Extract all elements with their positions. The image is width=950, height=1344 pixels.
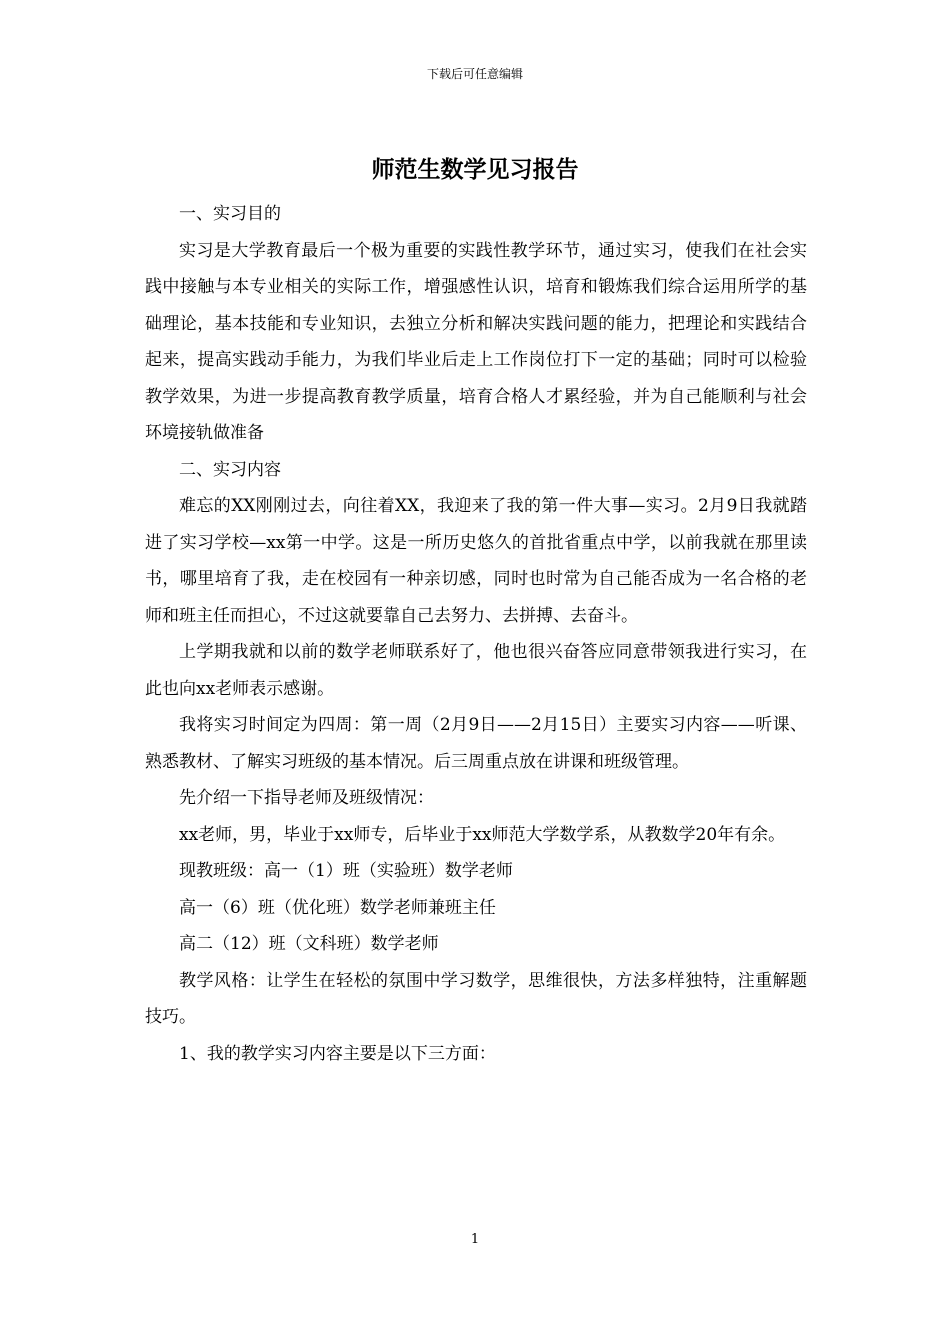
paragraph-class-12: 高二（12）班（文科班）数学老师 [179, 934, 439, 954]
section-heading-purpose: 一、实习目的 [179, 204, 281, 224]
paragraph-intro: 先介绍一下指导老师及班级情况： [179, 788, 434, 808]
paragraph-schedule: 我将实习时间定为四周：第一周（2月9日——2月15日）主要实习内容——听课、熟悉教材、了解实习班级的基本情况。后三周重点放在讲课和班级管理。 [145, 715, 807, 772]
section-heading-content: 二、实习内容 [179, 459, 281, 480]
paragraph-contact-teacher: 上学期我就和以前的数学老师联系好了，他也很兴奋答应同意带领我进行实习，在此也向xx老师表示感谢。 [145, 642, 807, 699]
paragraph-class-6: 高一（6）班（优化班）数学老师兼班主任 [179, 897, 496, 918]
paragraph-list-item-1: 1、我的教学实习内容主要是以下三方面： [179, 1043, 496, 1064]
paragraph-purpose: 实习是大学教育最后一个极为重要的实践性教学环节，通过实习，使我们在社会实践中接触与本专业相关的实际工作，增强感性认识，培育和锻炼我们综合运用所学的基础理论，基本技能和专业知识，去独立分析和解决实践问题的能力，把理论和实践结合起来，提高实践动手能力，为我们毕业后走上工作岗位打下一定的基础；同时可以检验教学效果，为进一步提高教育教学质量，培育合格人才累经验，并为自己能顺利与社会环境接轨做准备 [145, 240, 807, 443]
document-title: 师范生数学见习报告 [371, 156, 579, 183]
page-number: 1 [470, 1232, 480, 1247]
paragraph-arrival: 难忘的XX刚刚过去，向往着XX，我迎来了我的第一件大事—实习。2月9日我就踏进了实习学校—xx第一中学。这是一所历史悠久的首批省重点中学，以前我就在那里读书，哪里培育了我，走在校园有一种亲切感，同时也时常为自己能否成为一名合格的老师和班主任而担心，不过这就要靠自己去努力、去拼搏、去奋斗。 [145, 496, 807, 626]
paragraph-teacher-bio: xx老师，男，毕业于xx师专，后毕业于xx师范大学数学系，从教数学20年有余。 [179, 824, 786, 845]
page-header-note: 下载后可任意编辑 [426, 67, 523, 81]
document-body [145, 196, 807, 1072]
paragraph-class-1: 现教班级：高一（1）班（实验班）数学老师 [179, 861, 513, 881]
paragraph-teaching-style: 教学风格：让学生在轻松的氛围中学习数学，思维很快，方法多样独特，注重解题技巧。 [145, 970, 807, 1027]
